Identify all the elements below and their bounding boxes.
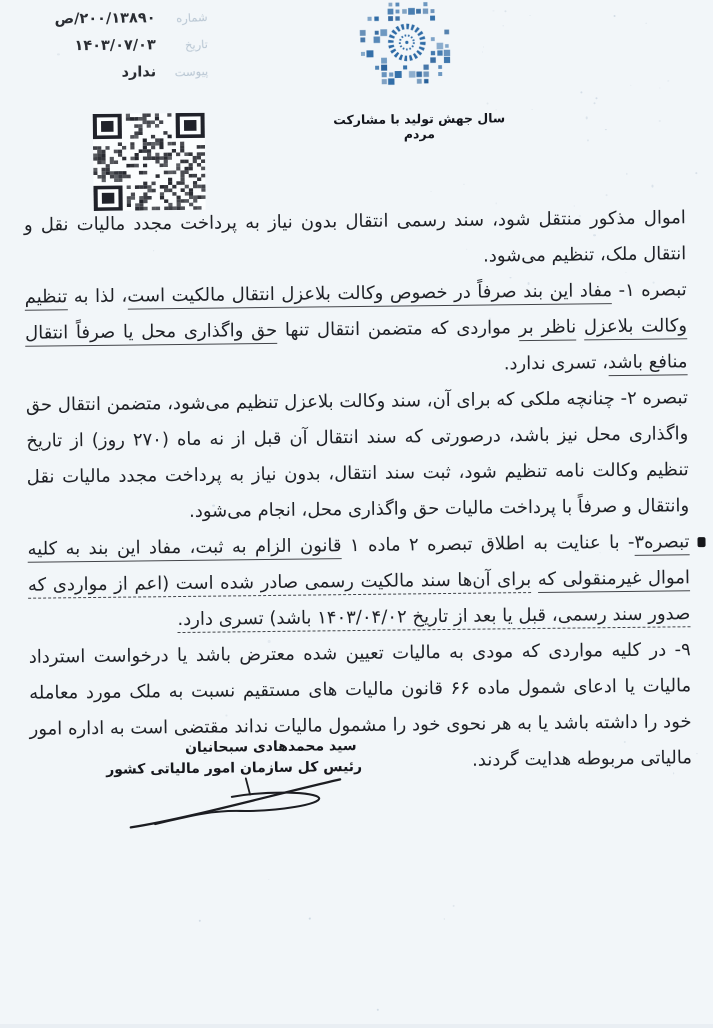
attachment-row [52,64,208,93]
attachment-label: پیوست [174,63,209,80]
letter-meta [51,10,208,93]
bullet-marker [697,537,705,547]
paragraph: تبصره ۱- مفاد این بند صرفاً در خصوص وکالت بلاعزل انتقال مالکیت است، لذا به تنظیم وکالت بلاعزل ناظر بر مواردی که متضمن انتقال تنها حق واگذاری محل یا صرفاً انتقال منافع باشد، تسری ندارد. [24,279,688,375]
handwritten-signature [126,773,345,833]
ref-number-label: شماره [175,9,208,26]
date-row [52,37,208,66]
date-value: ۱۴۰۳/۰۷/۰۳ [74,37,156,55]
ref-number-row [51,10,207,39]
body-paragraphs [24,200,692,783]
paragraph: ۹- در کلیه مواردی که مودی به مالیات تعیین شده معترض باشد یا درخواست استرداد مالیات یا ادعای شمول ماده ۶۶ قانون مالیات های مستقیم نسبت به ملک مورد معامله خود را داشته باشد یا به هر نحوی خود را مشمول مالیات نداند مقتضی است به اداره امور مالیاتی مربوطه هدایت گردند. [28,639,693,771]
year-slogan: سال جهش تولید با مشارکت مردم [333,110,506,142]
paragraph: تبصره ۲- چنانچه ملکی که برای آن، سند وکالت بلاعزل تنظیم می‌شود، متضمن انتقال حق واگذاری محل نیز باشد، درصورتی که سند انتقال آن قبل از نه ماه (۲۷۰ روز) از تاریخ تنظیم وکالت نامه تنظیم شود، ثبت سند انتقال، بدون نیاز به پرداخت مجدد مالیات نقل وانتقال و صرفاً با پرداخت مالیات حق واگذاری محل، انجام می‌شود. [25,387,690,522]
tax-administration-emblem-icon [345,1,468,86]
ref-number-value: ۲۰۰/۱۳۸۹۰/ص [54,10,156,28]
attachment-value: ندارد [121,64,157,81]
date-label: تاریخ [184,36,209,53]
paragraph: تبصره۳- با عنایت به اطلاق تبصره ۲ ماده ۱ قانون الزام به ثبت، مفاد این بند به کلیه اموال غیرمنقولی که برای آن‌ها سند مالکیت رسمی صادر شده است (اعم از مواردی که صدور سند رسمی، قبل یا بعد از تاریخ ۱۴۰۳/۰۴/۰۲ باشد) تسری دارد. [27,524,690,640]
signatory-name: سید محمدهادی سبحانیان [184,738,357,756]
qr-code-icon [93,113,206,211]
signature-block [106,738,363,778]
paragraph: اموال مذکور منتقل شود، سند رسمی انتقال بدون نیاز به پرداخت مجدد مالیات نقل و انتقال ملک، تنظیم می‌شود. [23,207,687,267]
signatory-title: رئیس کل سازمان امور مالیاتی کشور [106,758,363,778]
